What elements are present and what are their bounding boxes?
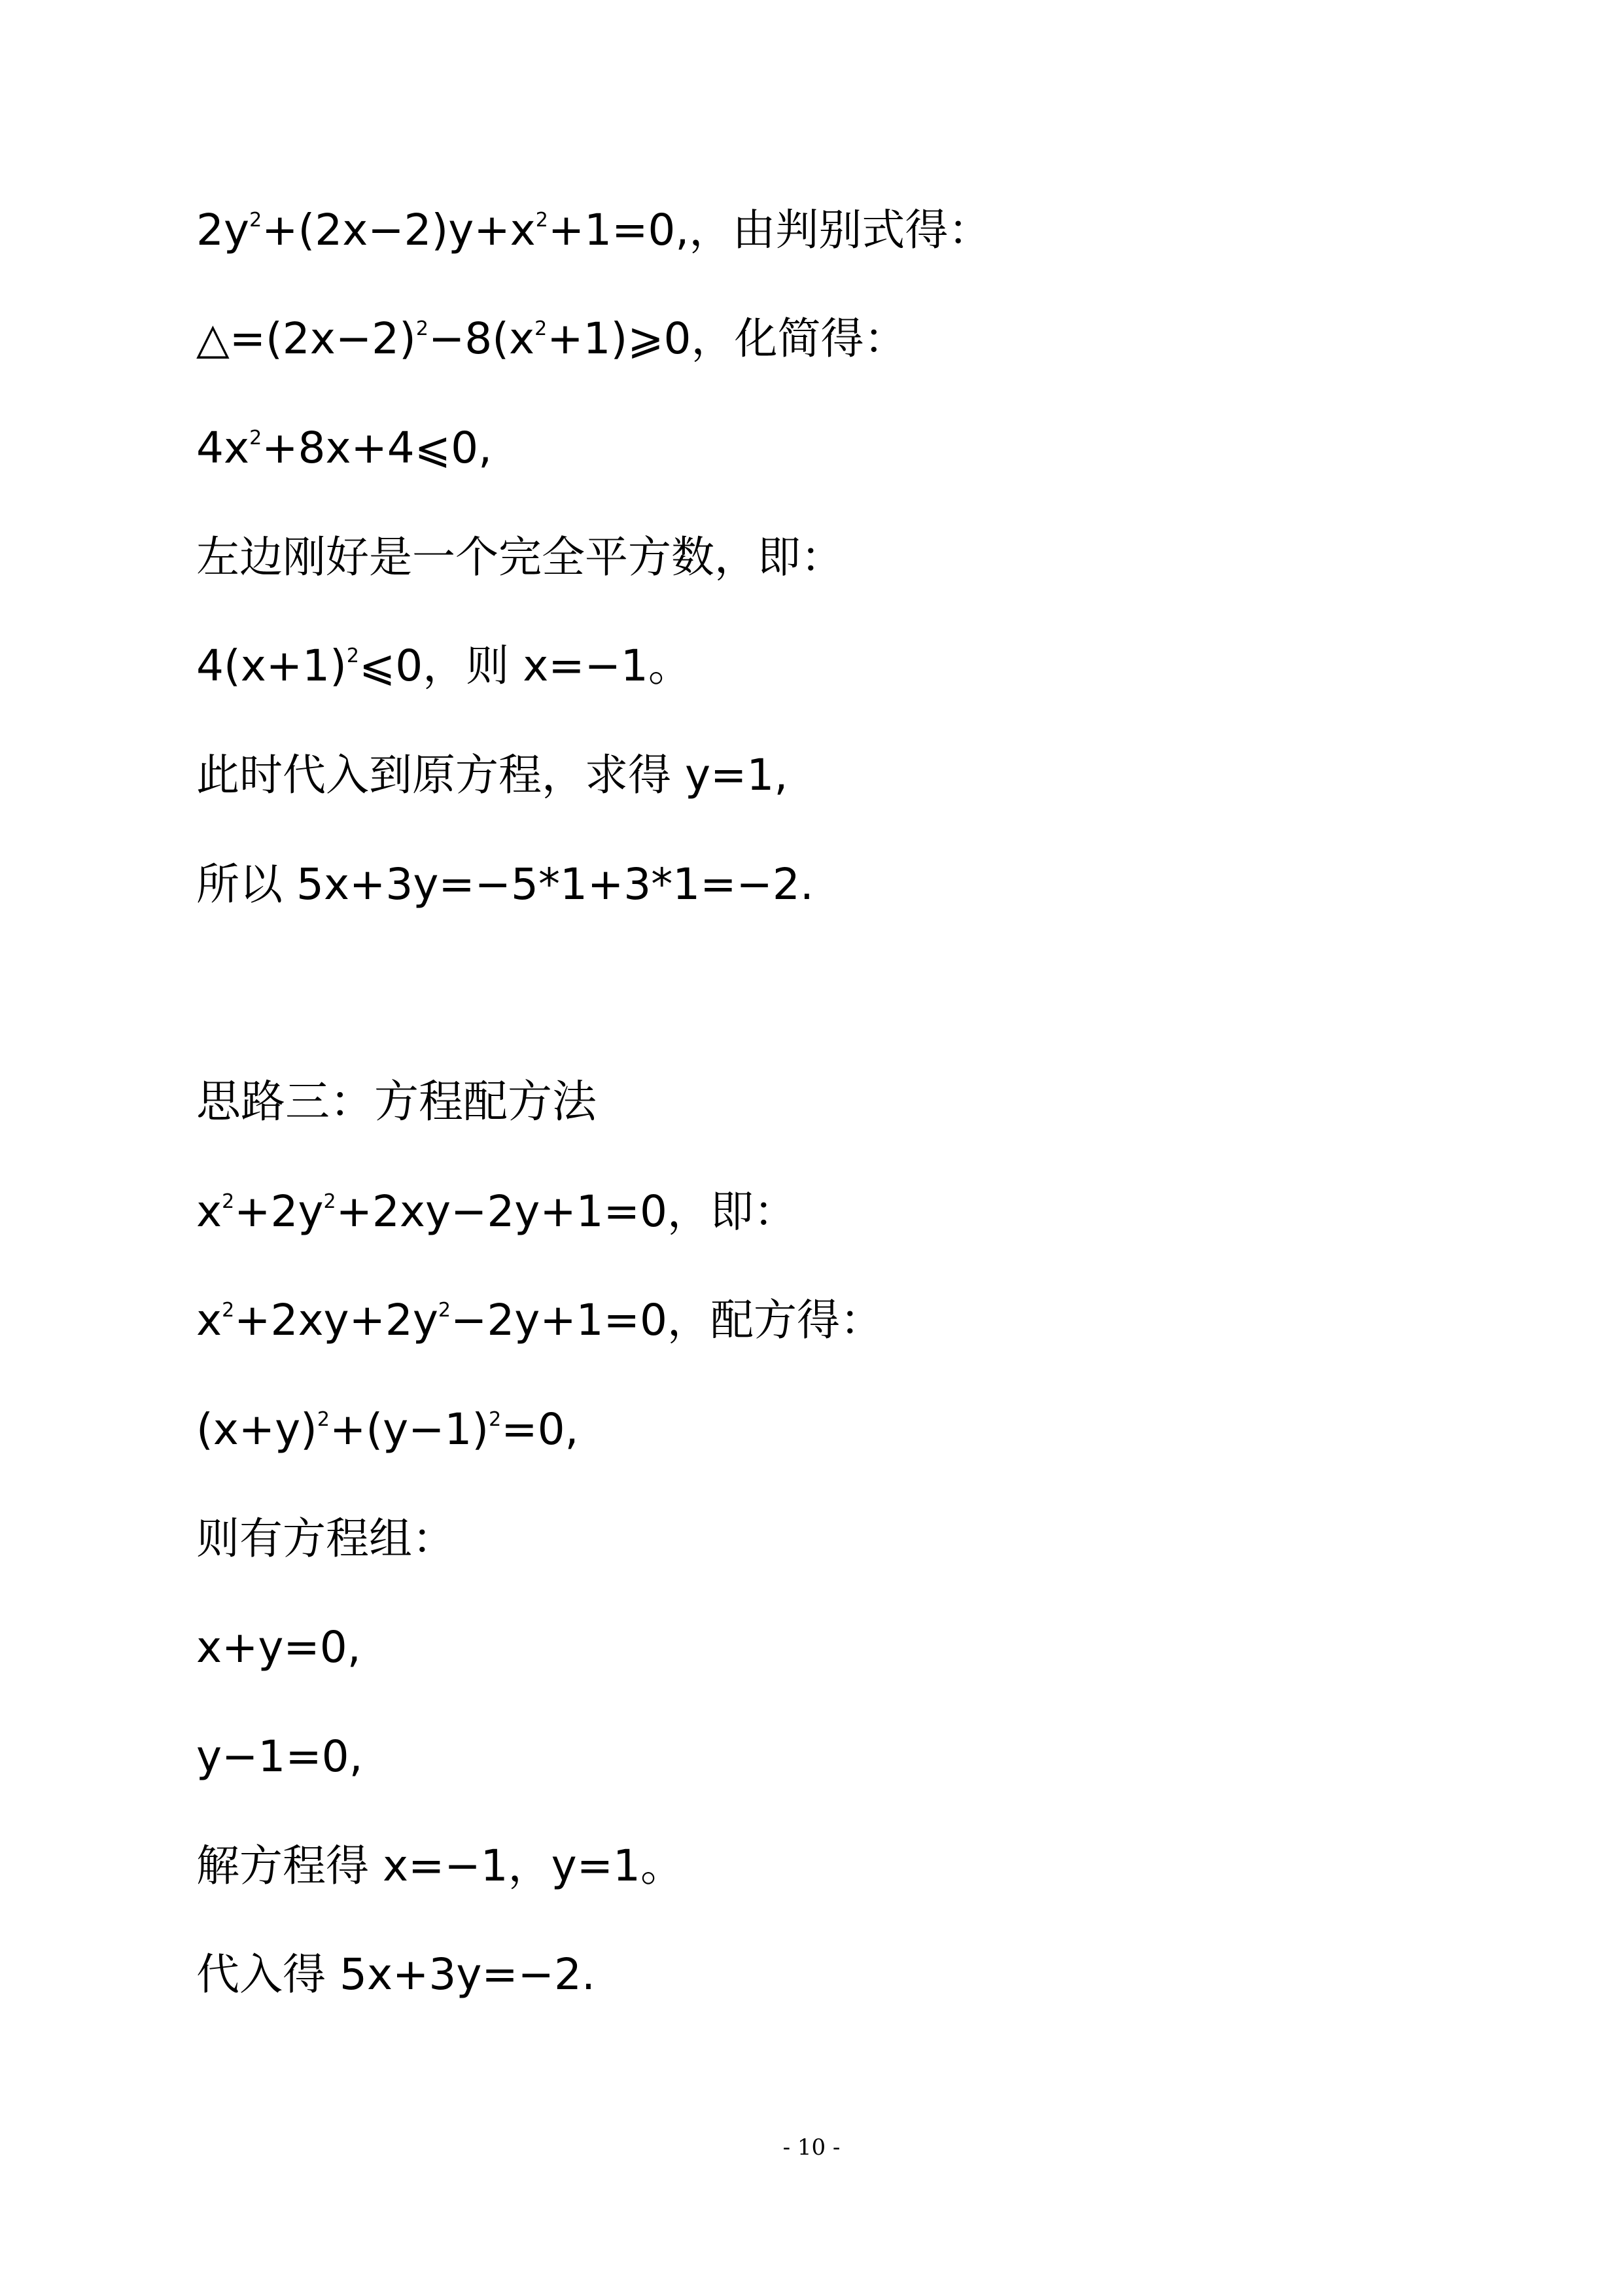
text-segment: +1=0,，由判别式得：: [548, 205, 992, 255]
text-segment: +2xy−2y+1=0，即：: [336, 1186, 797, 1237]
superscript: 2: [346, 645, 359, 667]
text-segment: 4x: [196, 423, 250, 473]
heading-text: 思路三：方程配方法: [196, 1076, 597, 1128]
text-segment: △=(2x−2): [196, 313, 416, 364]
superscript: 2: [317, 1408, 330, 1431]
text-segment: −8(x: [428, 313, 535, 364]
text-line: [196, 1840, 684, 1892]
equation-line: [196, 1731, 363, 1783]
text-segment: 左边刚好是一个完全平方数，即：: [196, 532, 844, 582]
text-segment: 2y: [196, 205, 250, 255]
text-segment: x: [196, 1295, 222, 1345]
superscript: 2: [438, 1299, 451, 1322]
text-segment: 代入得 5x+3y=−2.: [196, 1949, 595, 2000]
equation-line: [196, 640, 691, 692]
superscript: 2: [534, 317, 548, 340]
equation-line: [196, 422, 492, 474]
superscript: 2: [535, 209, 548, 232]
text-segment: +8x+4⩽0,: [262, 423, 493, 473]
text-segment: −2y+1=0，配方得：: [451, 1295, 883, 1345]
text-segment: +2y: [234, 1186, 324, 1237]
text-line: [196, 531, 844, 584]
text-segment: 4(x+1): [196, 641, 347, 691]
superscript: 2: [222, 1190, 235, 1213]
superscript: 2: [222, 1299, 235, 1322]
text-segment: (x+y): [196, 1404, 317, 1455]
superscript: 2: [415, 317, 428, 340]
text-segment: +1)⩾0，化简得：: [547, 313, 907, 364]
text-segment: +(2x−2)y+x: [262, 205, 536, 255]
text-segment: x: [196, 1186, 222, 1237]
equation-line: [196, 1186, 797, 1238]
text-segment: +(y−1): [330, 1404, 489, 1455]
text-segment: 所以 5x+3y=−5*1+3*1=−2.: [196, 859, 814, 910]
section-heading: [196, 1076, 597, 1129]
text-line: [196, 1949, 595, 2001]
text-line: [196, 749, 788, 802]
superscript: 2: [489, 1408, 502, 1431]
page-number: - 10 -: [782, 2134, 841, 2161]
superscript: 2: [249, 427, 262, 450]
equation-line: [196, 1294, 883, 1347]
text-segment: x+y=0,: [196, 1622, 361, 1672]
text-line: [196, 1513, 455, 1565]
superscript: 2: [249, 209, 262, 232]
equation-line: [196, 204, 991, 256]
text-line: [196, 858, 814, 911]
text-segment: y−1=0,: [196, 1731, 363, 1782]
text-segment: 解方程得 x=−1，y=1。: [196, 1841, 684, 1891]
text-segment: 则有方程组：: [196, 1513, 455, 1564]
equation-line: [196, 1404, 579, 1456]
superscript: 2: [323, 1190, 336, 1213]
equation-line: [196, 313, 907, 365]
text-segment: ⩽0，则 x=−1。: [358, 641, 691, 691]
text-segment: 此时代入到原方程，求得 y=1,: [196, 750, 788, 800]
equation-line: [196, 1621, 361, 1674]
text-segment: =0,: [501, 1404, 579, 1455]
text-segment: +2xy+2y: [234, 1295, 438, 1345]
